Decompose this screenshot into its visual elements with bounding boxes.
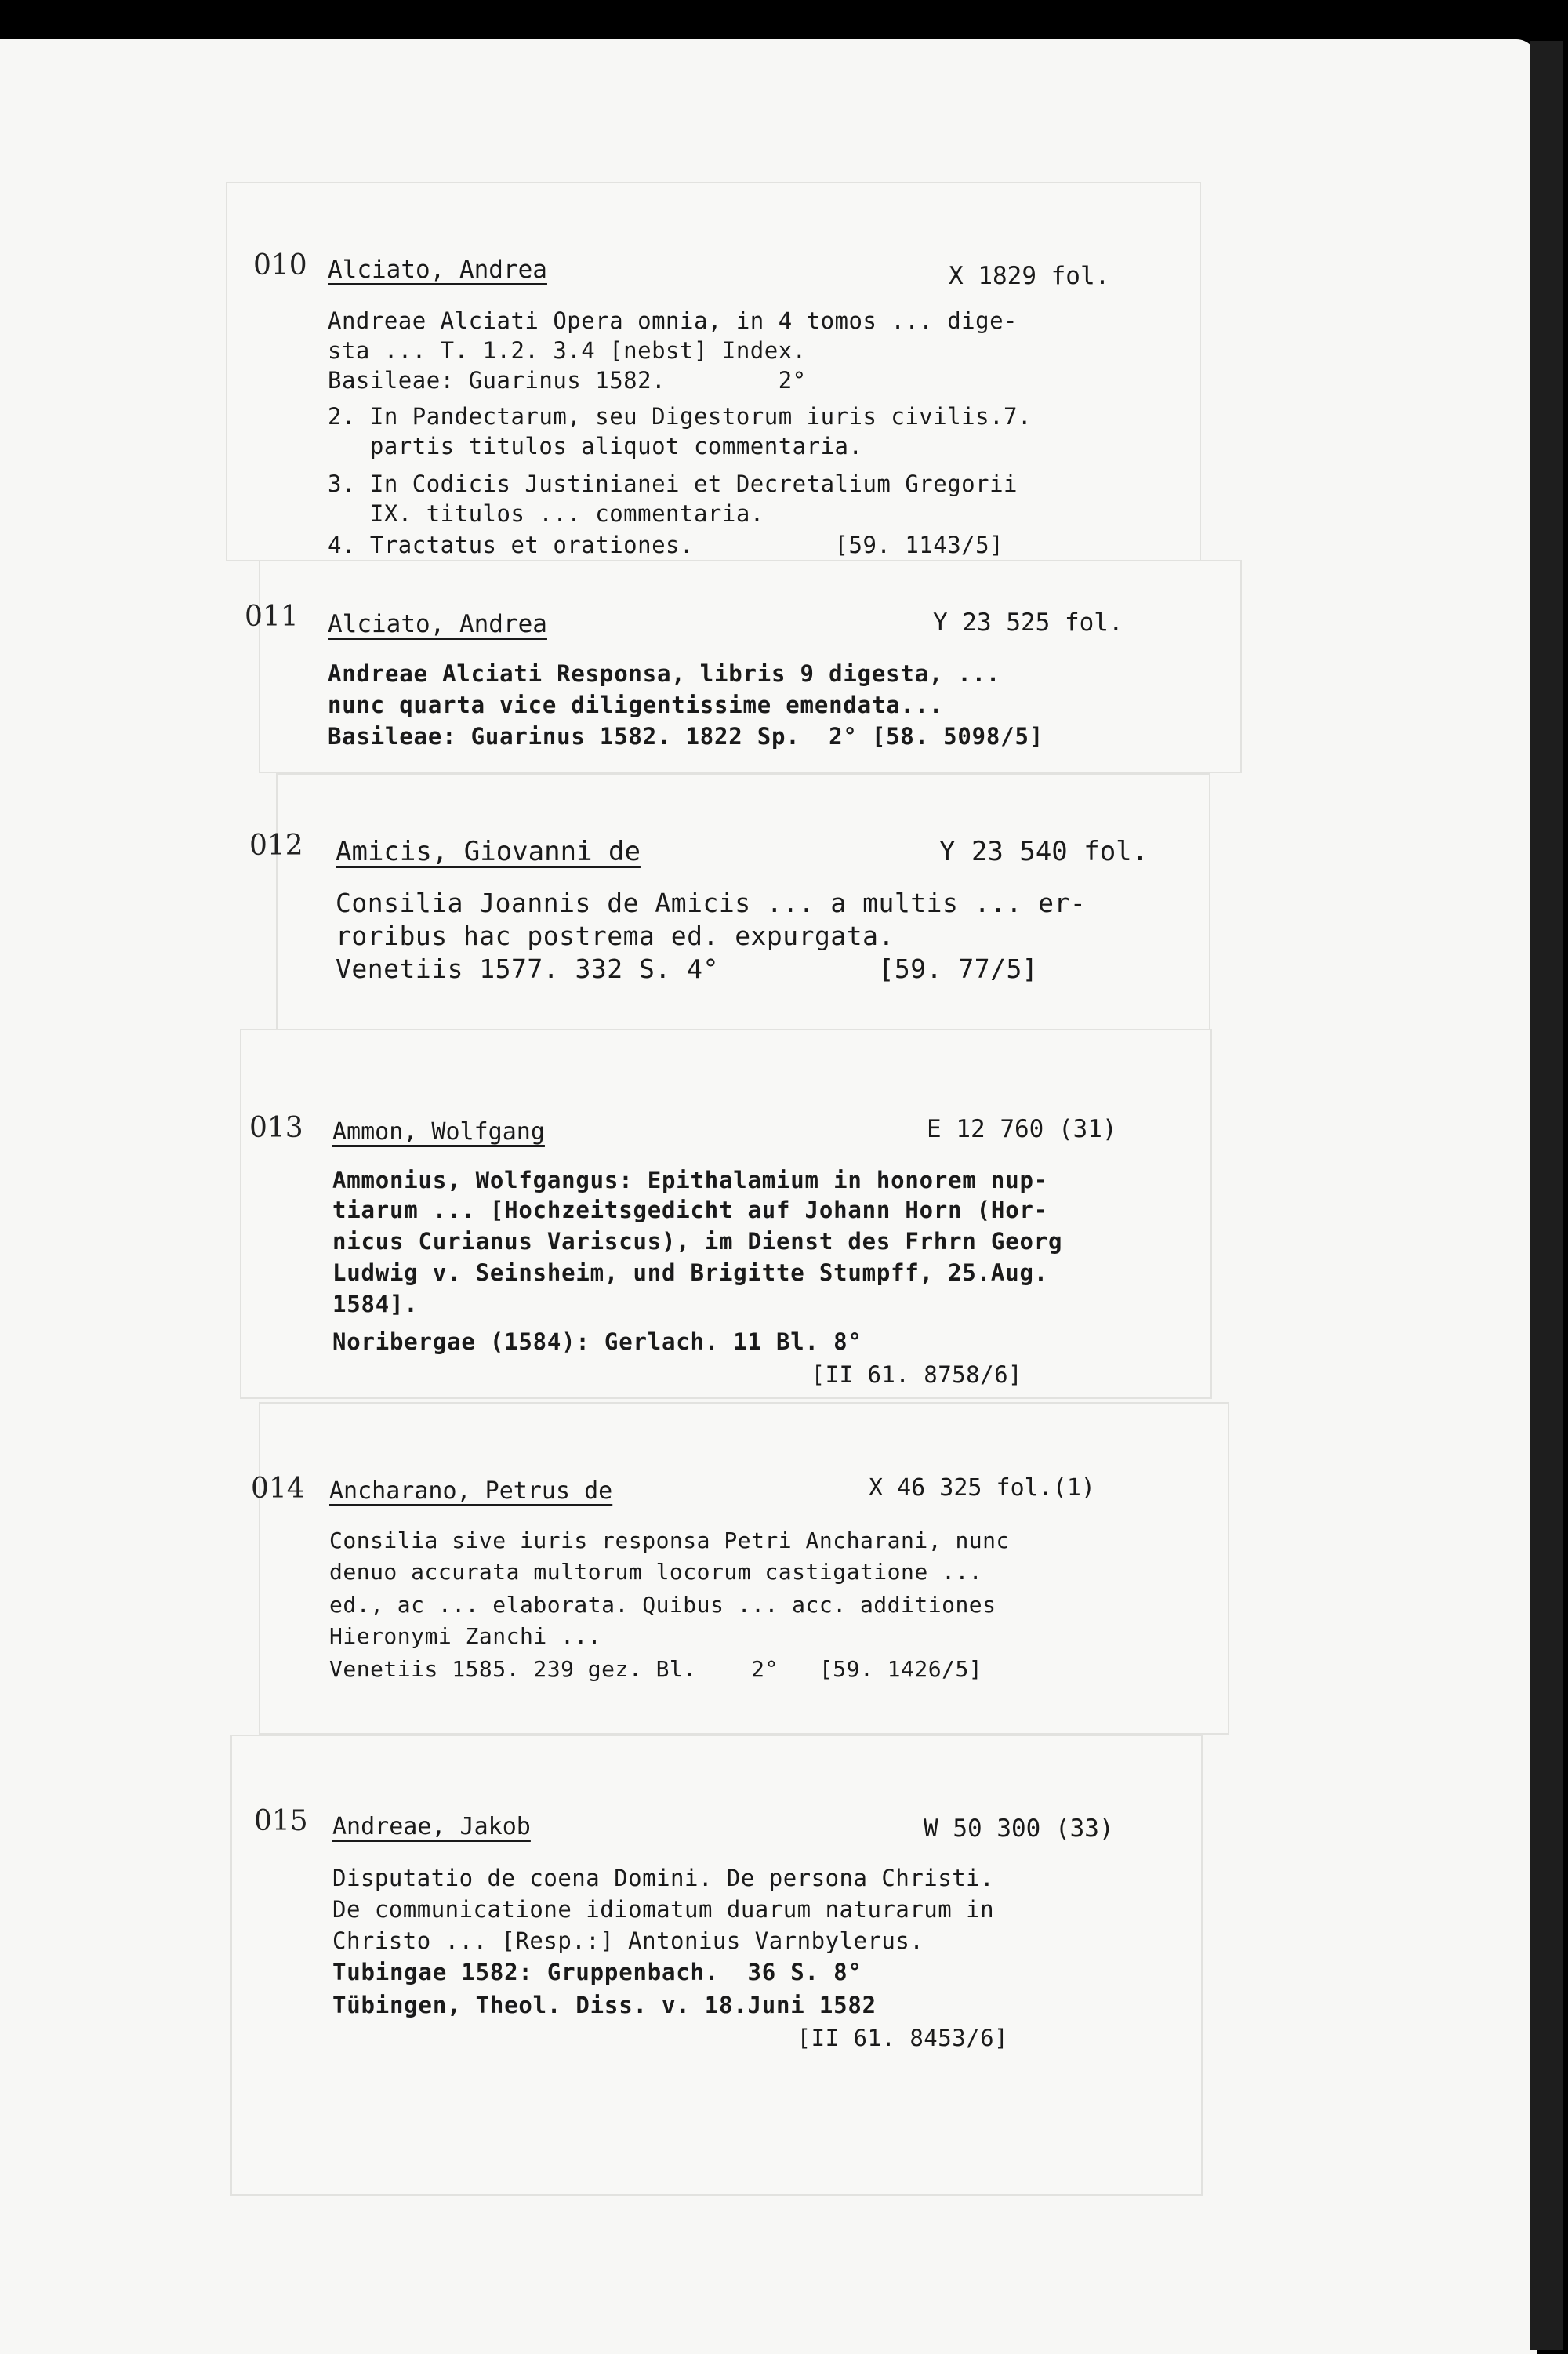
entry-number: 014 — [251, 1473, 305, 1505]
entry-text-line: [II 61. 8453/6] — [332, 2025, 1009, 2051]
entry-text-line: Consilia sive iuris responsa Petri Ancharani, nunc — [329, 1528, 1010, 1553]
entry-author: Ancharano, Petrus de — [329, 1477, 613, 1505]
page-edge-shadow — [1530, 41, 1563, 2350]
entry-author: Amicis, Giovanni de — [336, 836, 641, 867]
entry-text-line: Ludwig v. Seinsheim, und Brigitte Stumpff, 25.Aug. — [332, 1259, 1048, 1286]
entry-text-line: 3. In Codicis Justinianei et Decretalium Gregorii — [328, 470, 1018, 497]
entry-text-line: Venetiis 1585. 239 gez. Bl. 2° [59. 1426/5] — [329, 1656, 983, 1682]
entry-text-line: 4. Tractatus et orationes. [59. 1143/5] — [328, 532, 1004, 558]
entry-number: 013 — [249, 1112, 303, 1144]
entry-text-line: nunc quarta vice diligentissime emendata... — [328, 692, 944, 718]
entry-text-line: 2. In Pandectarum, seu Digestorum iuris civilis.7. — [328, 403, 1032, 430]
entry-text-line: nicus Curianus Variscus), im Dienst des Frhrn Georg — [332, 1228, 1063, 1255]
entry-number: 012 — [249, 830, 303, 862]
entry-text-line: Andreae Alciati Opera omnia, in 4 tomos ... dige- — [328, 307, 1018, 334]
entry-text-line: Ammonius, Wolfgangus: Epithalamium in honorem nup- — [332, 1167, 1048, 1193]
entry-text-line: Tubingae 1582: Gruppenbach. 36 S. 8° — [332, 1959, 862, 1985]
entry-text-line: ed., ac ... elaborata. Quibus ... acc. additiones — [329, 1592, 996, 1618]
shelfmark: X 46 325 fol.(1) — [869, 1474, 1095, 1502]
entry-text-line: Basileae: Guarinus 1582. 1822 Sp. 2° [58. 5098/5] — [328, 723, 1044, 750]
entry-text-line: tiarum ... [Hochzeitsgedicht auf Johann Horn (Hor- — [332, 1197, 1048, 1223]
entry-text-line: Consilia Joannis de Amicis ... a multis ... er- — [336, 888, 1087, 918]
entry-text-line: 1584]. — [332, 1291, 419, 1317]
entry-text-line: partis titulos aliquot commentaria. — [328, 433, 863, 460]
shelfmark: W 50 300 (33) — [924, 1815, 1114, 1843]
entry-text-line: sta ... T. 1.2. 3.4 [nebst] Index. — [328, 337, 807, 364]
entry-author: Alciato, Andrea — [328, 610, 547, 638]
entry-author: Andreae, Jakob — [332, 1813, 531, 1840]
entry-number: 010 — [253, 249, 307, 282]
shelfmark: Y 23 540 fol. — [939, 836, 1149, 867]
entry-author: Ammon, Wolfgang — [332, 1118, 545, 1146]
entry-text-line: Christo ... [Resp.:] Antonius Varnbylerus. — [332, 1927, 924, 1954]
entry-number: 011 — [245, 601, 299, 633]
entry-number: 015 — [254, 1805, 308, 1837]
entry-text-line: IX. titulos ... commentaria. — [328, 500, 764, 527]
entry-text-line: denuo accurata multorum locorum castigatione ... — [329, 1559, 983, 1585]
shelfmark: Y 23 525 fol. — [933, 608, 1123, 637]
entry-text-line: Basileae: Guarinus 1582. 2° — [328, 367, 807, 394]
entry-text-line: Tübingen, Theol. Diss. v. 18.Juni 1582 — [332, 1992, 877, 2018]
entry-text-line: roribus hac postrema ed. expurgata. — [336, 921, 895, 951]
entry-text-line: De communicatione idiomatum duarum naturarum in — [332, 1896, 995, 1923]
entry-text-line: Hieronymi Zanchi ... — [329, 1623, 602, 1649]
entry-text-line: [II 61. 8758/6] — [332, 1361, 1023, 1388]
entry-author: Alciato, Andrea — [328, 256, 547, 284]
entry-text-line: Venetiis 1577. 332 S. 4° [59. 77/5] — [336, 954, 1039, 984]
entry-text-line: Andreae Alciati Responsa, libris 9 digesta, ... — [328, 660, 1001, 687]
shelfmark: E 12 760 (31) — [927, 1115, 1117, 1143]
entry-text-line: Disputatio de coena Domini. De persona Christi. — [332, 1865, 995, 1891]
entry-text-line: Noribergae (1584): Gerlach. 11 Bl. 8° — [332, 1328, 862, 1355]
shelfmark: X 1829 fol. — [949, 262, 1110, 290]
